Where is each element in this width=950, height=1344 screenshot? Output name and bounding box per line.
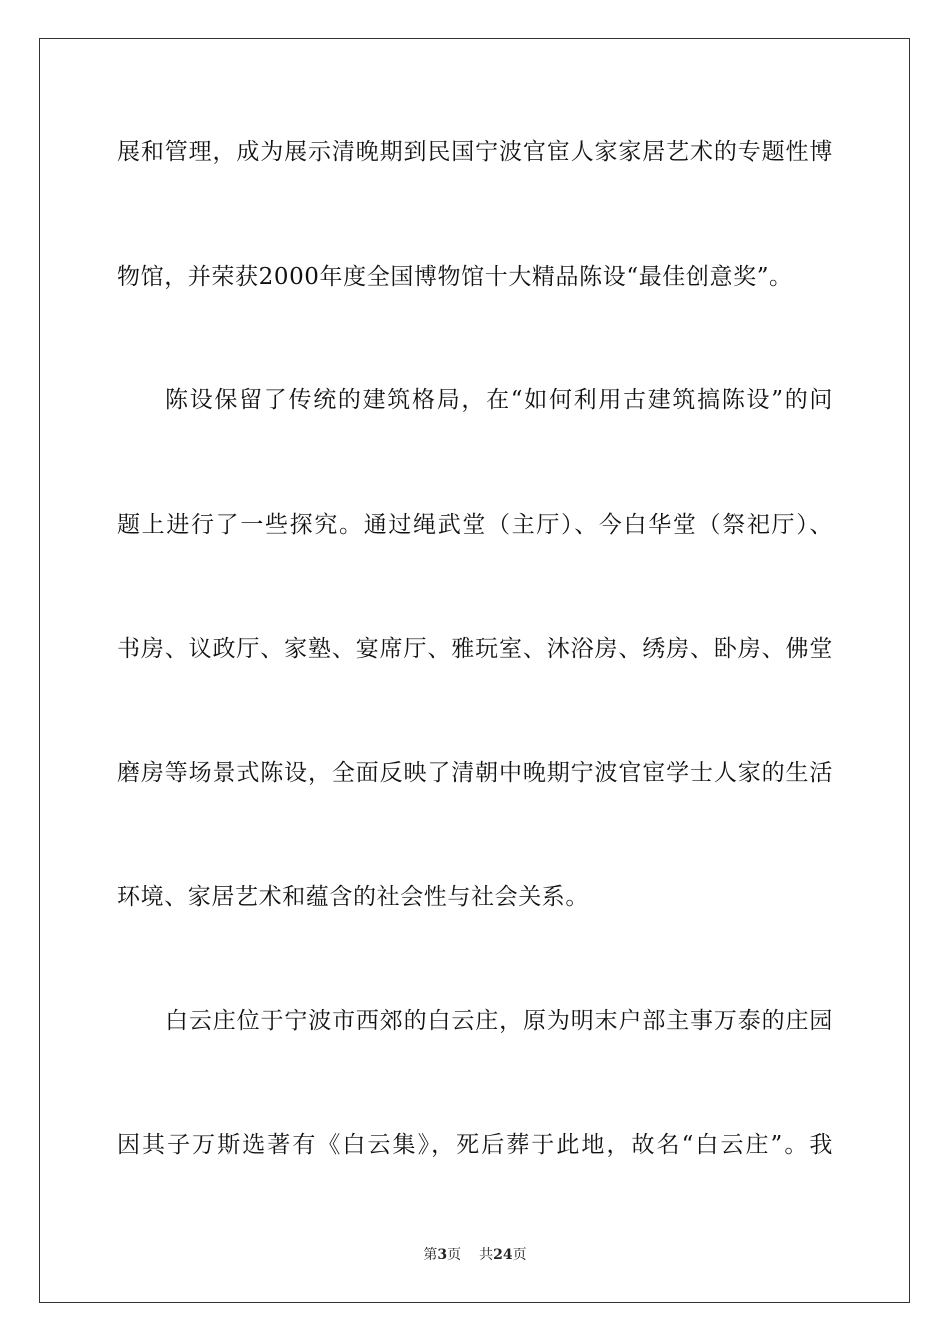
- paragraph-line: 白云庄位于宁波市西郊的白云庄，原为明末户部主事万泰的庄园: [165, 1008, 833, 1034]
- page-number: 3: [437, 1247, 448, 1263]
- page-border: [39, 38, 910, 1303]
- total-prefix: 共: [479, 1247, 494, 1263]
- total-suffix: 页: [512, 1247, 527, 1263]
- total-pages: 24: [493, 1247, 513, 1263]
- paragraph-line: 物馆，并荣获2000年度全国博物馆十大精品陈设“最佳创意奖”。: [117, 264, 793, 290]
- paragraph-line: 书房、议政厅、家塾、宴席厅、雅玩室、沐浴房、绣房、卧房、佛堂: [117, 636, 833, 662]
- paragraph-line: 展和管理，成为展示清晚期到民国宁波官宦人家家居艺术的专题性博: [117, 139, 833, 165]
- page-prefix: 第: [423, 1247, 438, 1263]
- paragraph-line: 题上进行了一些探究。通过绳武堂（主厅）、今白华堂（祭祀厅）、: [117, 512, 833, 538]
- page-footer: [0, 1246, 950, 1264]
- paragraph-line: 磨房等场景式陈设，全面反映了清朝中晚期宁波官宦学士人家的生活: [117, 760, 833, 786]
- page-suffix: 页: [447, 1247, 462, 1263]
- paragraph-line: 环境、家居艺术和蕴含的社会性与社会关系。: [117, 884, 589, 910]
- paragraph-line: 陈设保留了传统的建筑格局，在“如何利用古建筑搞陈设”的问: [165, 387, 833, 413]
- paragraph-line: 因其子万斯选著有《白云集》，死后葬于此地，故名“白云庄”。我: [117, 1132, 833, 1158]
